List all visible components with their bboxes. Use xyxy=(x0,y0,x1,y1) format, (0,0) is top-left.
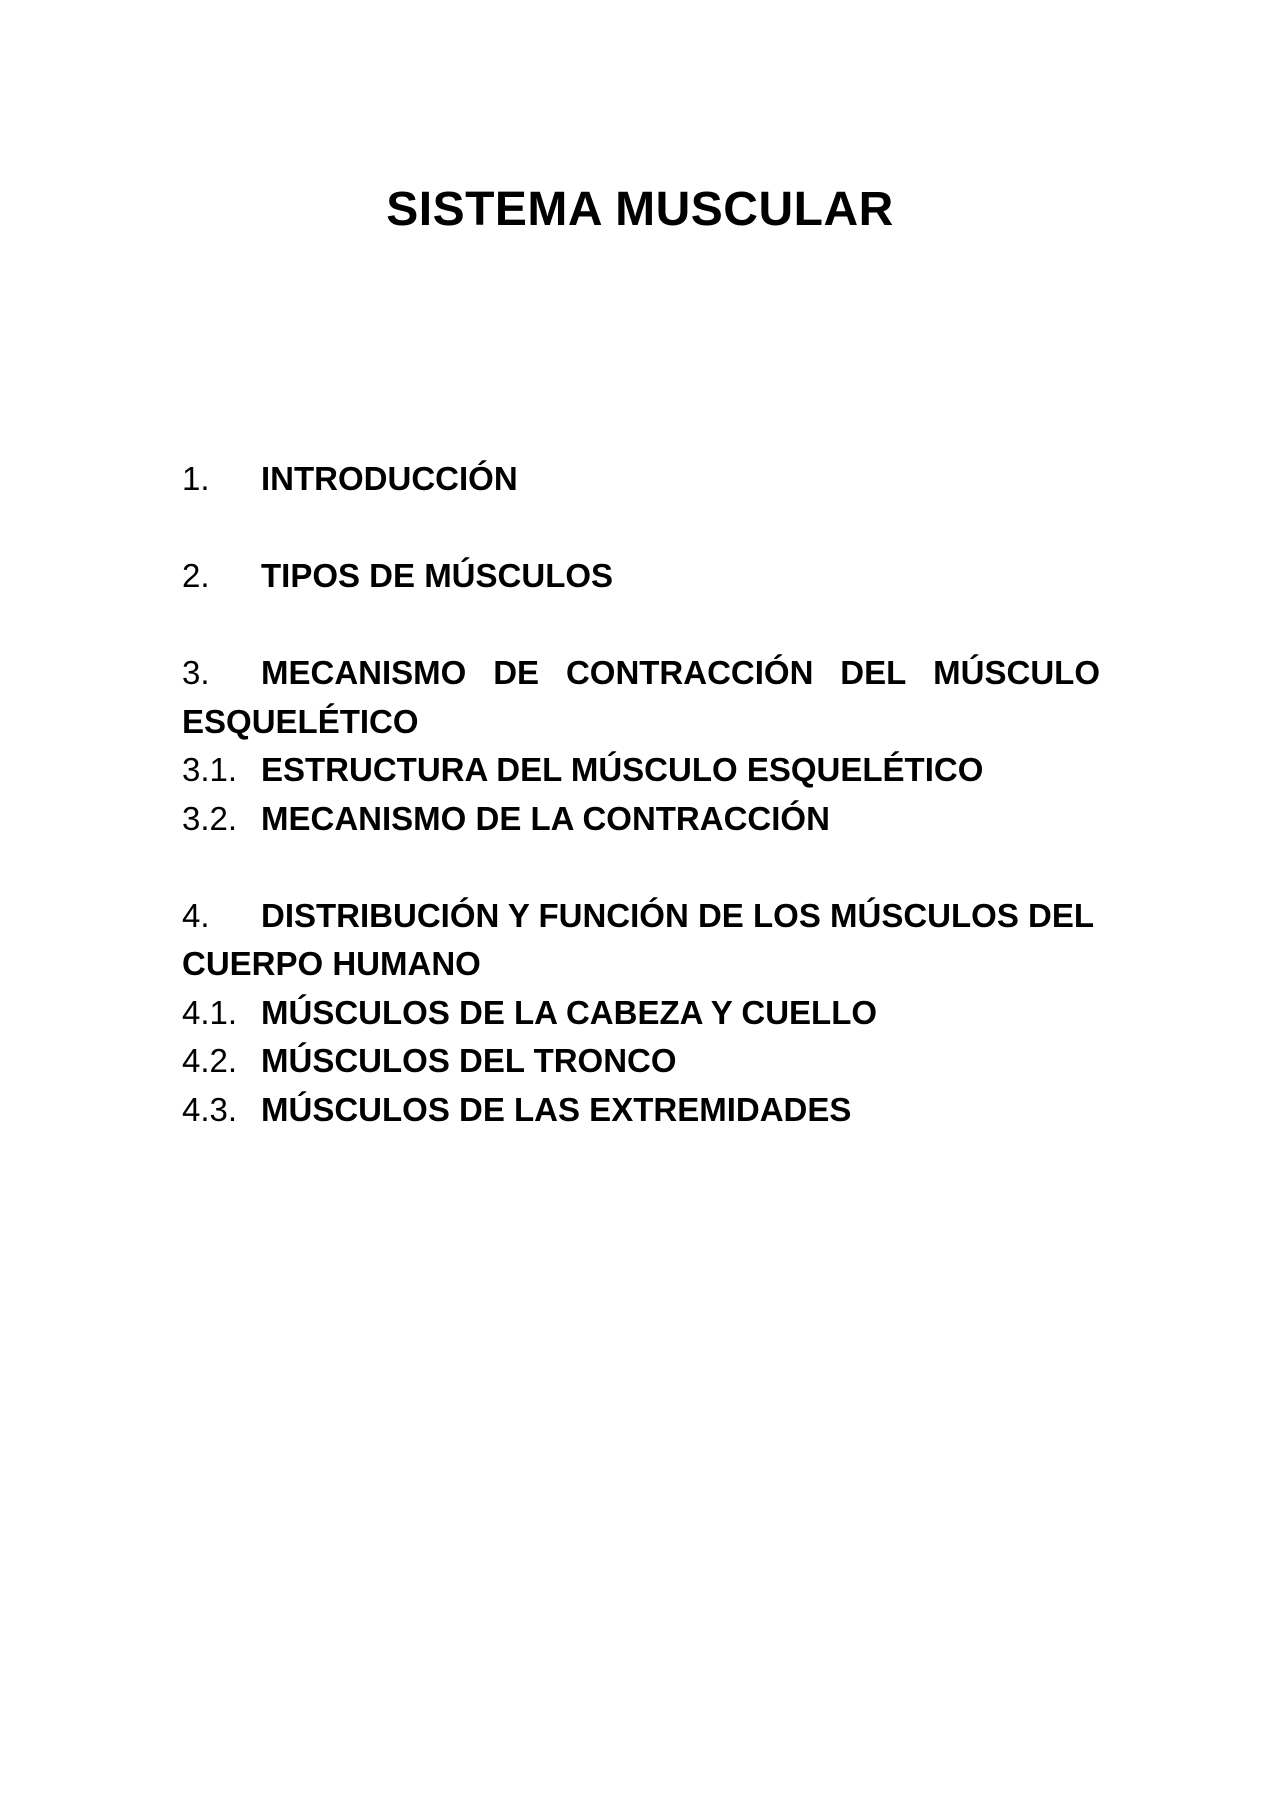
toc-item-number: 4.1. xyxy=(182,993,238,1031)
toc-item-word: CONTRACCIÓN xyxy=(565,654,814,691)
table-of-contents xyxy=(182,455,1100,1134)
toc-spacer xyxy=(182,504,1100,553)
toc-item-number: 3. xyxy=(182,654,210,691)
toc-item-number: 4. xyxy=(182,896,210,934)
toc-item-distribucion-funcion xyxy=(182,892,1100,989)
toc-item-number: 3.2. xyxy=(182,799,238,837)
toc-item-word: MECANISMO xyxy=(261,654,467,691)
toc-item-mecanismo-contraccion xyxy=(182,649,1100,746)
toc-item-label-continuation: ESQUELÉTICO xyxy=(182,702,419,740)
toc-item-label: TIPOS DE MÚSCULOS xyxy=(261,557,614,594)
toc-item-number: 4.3. xyxy=(182,1090,238,1128)
toc-item-number: 1. xyxy=(182,460,210,497)
toc-item-word: DEL xyxy=(840,654,907,691)
toc-item-number: 4.2. xyxy=(182,1042,238,1079)
toc-item-number: 2. xyxy=(182,557,210,594)
toc-item-label: INTRODUCCIÓN xyxy=(261,460,518,497)
toc-spacer xyxy=(182,601,1100,650)
toc-item-label: MÚSCULOS DEL TRONCO xyxy=(261,1042,677,1079)
toc-spacer xyxy=(182,843,1100,892)
toc-item-word: DE xyxy=(493,654,540,691)
toc-item-label: MÚSCULOS DE LAS EXTREMIDADES xyxy=(261,1090,852,1128)
toc-item-label xyxy=(261,649,1100,698)
toc-item-label: DISTRIBUCIÓN Y FUNCIÓN DE LOS MÚSCULOS DEL xyxy=(261,896,1094,934)
toc-subitem-mecanismo-contraccion xyxy=(182,795,1100,844)
toc-subitem-cabeza-cuello xyxy=(182,989,1100,1038)
toc-item-label: MECANISMO DE LA CONTRACCIÓN xyxy=(261,799,830,837)
toc-item-word: MÚSCULO xyxy=(933,654,1100,691)
toc-item-tipos-de-musculos xyxy=(182,552,1100,601)
toc-item-introduccion xyxy=(182,455,1100,504)
toc-item-label-continuation: CUERPO HUMANO xyxy=(182,945,481,982)
toc-item-number: 3.1. xyxy=(182,751,238,788)
toc-item-label: ESTRUCTURA DEL MÚSCULO ESQUELÉTICO xyxy=(261,751,984,788)
toc-subitem-tronco xyxy=(182,1037,1100,1086)
toc-subitem-extremidades xyxy=(182,1086,1100,1135)
toc-subitem-estructura-musculo xyxy=(182,746,1100,795)
toc-item-label: MÚSCULOS DE LA CABEZA Y CUELLO xyxy=(261,993,878,1031)
document-title: SISTEMA MUSCULAR xyxy=(386,183,894,236)
